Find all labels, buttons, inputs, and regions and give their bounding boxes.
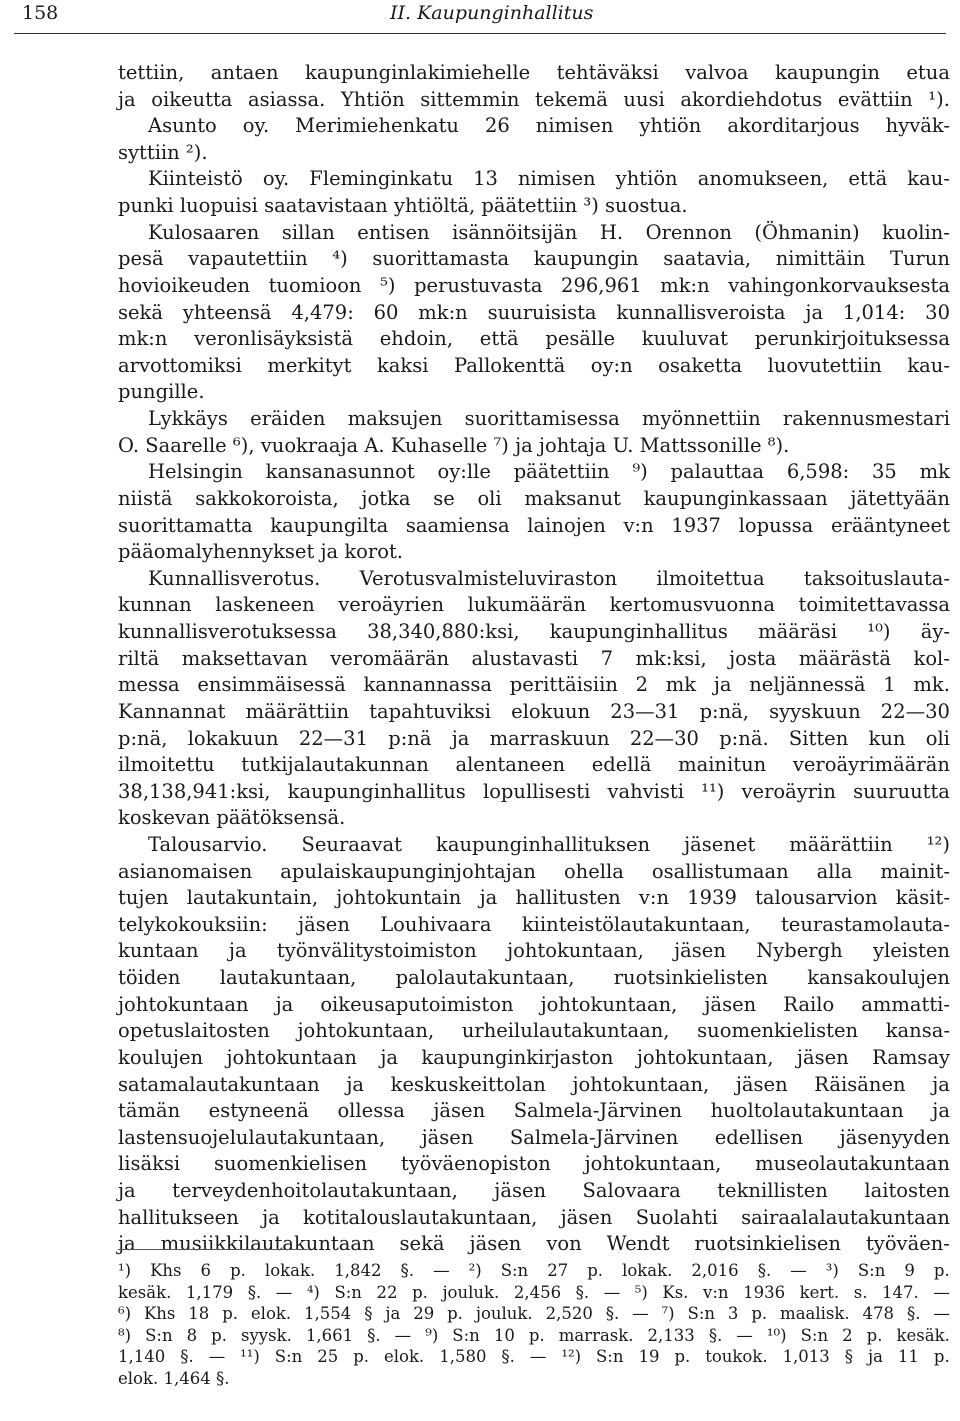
body-line: messa ensimmäisessä kannannassa perittäisiin 2 mk ja neljännessä 1 mk. xyxy=(118,673,950,697)
body-line: pesä vapautettiin ⁴) suorittamasta kaupungin saatavia, nimittäin Turun xyxy=(118,247,950,271)
body-line: Helsingin kansanasunnot oy:lle päätettiin ⁹) palauttaa 6,598: 35 mk xyxy=(148,460,950,484)
body-line: Kiinteistö oy. Fleminginkatu 13 nimisen yhtiön anomukseen, että kau- xyxy=(148,167,950,191)
footnote-rule xyxy=(118,1249,308,1250)
body-line: Lykkäys eräiden maksujen suorittamisessa myönnettiin rakennusmestari xyxy=(148,407,950,431)
body-line: pääomalyhennykset ja korot. xyxy=(118,540,403,564)
body-line: Asunto oy. Merimiehenkatu 26 nimisen yhtiön akorditarjous hyväk- xyxy=(148,114,950,138)
footnote-line: ⁸) S:n 8 p. syysk. 1,661 §. — ⁹) S:n 10 p. marrask. 2,133 §. — ¹⁰) S:n 2 p. kesäk. xyxy=(118,1325,950,1345)
body-line: telykokouksiin: jäsen Louhivaara kiinteistölautakuntaan, teurastamolauta- xyxy=(118,912,950,936)
running-title: II. Kaupunginhallitus xyxy=(390,2,594,24)
page-number: 158 xyxy=(22,2,59,24)
body-line: opetuslaitosten johtokuntaan, urheilulautakuntaan, suomenkielisten kansa- xyxy=(118,1019,950,1043)
body-line: ja musiikkilautakuntaan sekä jäsen von Wendt ruotsinkielisen työväen- xyxy=(118,1232,950,1256)
body-line: mk:n veronlisäyksistä ehdoin, että pesälle kuuluvat perunkirjoituksessa xyxy=(118,327,950,351)
body-line: lisäksi suomenkielisen työväenopiston johtokuntaan, museolautakuntaan xyxy=(118,1152,950,1176)
body-line: satamalautakuntaan ja keskuskeittolan johtokuntaan, jäsen Räisänen ja xyxy=(118,1072,950,1096)
body-line: hallitukseen ja kotitalouslautakuntaan, jäsen Suolahti sairaalalautakuntaan xyxy=(118,1205,950,1229)
body-line: Kunnallisverotus. Verotusvalmisteluviraston ilmoitettua taksoituslauta- xyxy=(148,566,950,590)
body-line: tämän estyneenä ollessa jäsen Salmela-Järvinen huoltolautakuntaan ja xyxy=(118,1099,950,1123)
body-line: 38,138,941:ksi, kaupunginhallitus lopullisesti vahvisti ¹¹) veroäyrin suuruutta xyxy=(118,779,950,803)
body-line: ja terveydenhoitolautakuntaan, jäsen Salovaara teknillisten laitosten xyxy=(118,1179,950,1203)
body-line: Kulosaaren sillan entisen isännöitsijän H. Orennon (Öhmanin) kuolin- xyxy=(148,220,950,244)
body-line: johtokuntaan ja oikeusaputoimiston johtokuntaan, jäsen Railo ammatti- xyxy=(118,992,950,1016)
body-line: kunnallisverotuksessa 38,340,880:ksi, kaupunginhallitus määräsi ¹⁰) äy- xyxy=(118,620,950,644)
body-line: töiden lautakuntaan, palolautakuntaan, ruotsinkielisten kansakoulujen xyxy=(118,966,950,990)
body-line: ilmoitettu tutkijalautakunnan alentaneen edellä mainitun veroäyrimäärän xyxy=(118,753,950,777)
body-line: ja oikeutta asiassa. Yhtiön sittemmin tekemä uusi akordiehdotus evättiin ¹). xyxy=(118,87,950,111)
footnote-line: ⁶) Khs 18 p. elok. 1,554 § ja 29 p. jouluk. 2,520 §. — ⁷) S:n 3 p. maalisk. 478 §. — xyxy=(118,1304,950,1323)
body-line: asianomaisen apulaiskaupunginjohtajan ohella osallistumaan alla mainit- xyxy=(118,859,950,883)
body-line: tujen lautakuntain, johtokuntain ja hallitusten v:n 1939 talousarvion käsit- xyxy=(118,886,950,910)
body-line: suorittamatta kaupungilta saamiensa lainojen v:n 1937 lopussa erääntyneet xyxy=(118,513,950,537)
body-line: kuntaan ja työnvälitystoimiston johtokuntaan, jäsen Nybergh yleisten xyxy=(118,939,950,963)
body-line: O. Saarelle ⁶), vuokraaja A. Kuhaselle ⁷) ja johtaja U. Mattssonille ⁸). xyxy=(118,433,790,457)
body-line: hovioikeuden tuomioon ⁵) perustuvasta 296,961 mk:n vahingonkorvauksesta xyxy=(118,273,950,297)
body-line: tettiin, antaen kaupunginlakimiehelle tehtäväksi valvoa kaupungin etua xyxy=(118,61,950,84)
body-line: punki luopuisi saatavistaan yhtiöltä, päätettiin ³) suostua. xyxy=(118,194,688,218)
body-line: pungille. xyxy=(118,380,205,404)
body-line: koskevan päätöksensä. xyxy=(118,806,346,830)
body-line: kunnan laskeneen veroäyrien lukumäärän kertomusvuonna toimitettavassa xyxy=(118,593,950,617)
body-line: Talousarvio. Seuraavat kaupunginhallituksen jäsenet määrättiin ¹²) xyxy=(148,832,950,856)
body-line: Kannannat määrättiin tapahtuviksi elokuun 23—31 p:nä, syyskuun 22—30 xyxy=(118,699,950,723)
body-line: p:nä, lokakuun 22—31 p:nä ja marraskuun 22—30 p:nä. Sitten kun oli xyxy=(118,726,950,750)
body-line: syttiin ²). xyxy=(118,140,208,164)
body-line: arvottomiksi merkityt kaksi Pallokenttä oy:n osaketta luovutettiin kau- xyxy=(118,353,950,377)
body-line: niistä sakkokoroista, jotka se oli maksanut kaupunginkassaan jätettyään xyxy=(118,486,950,510)
header-rule xyxy=(14,33,946,34)
footnote-line: ¹) Khs 6 p. lokak. 1,842 §. — ²) S:n 27 p. lokak. 2,016 §. — ³) S:n 9 p. xyxy=(118,1261,950,1280)
footnote-line: elok. 1,464 §. xyxy=(118,1368,230,1388)
body-line: lastensuojelulautakuntaan, jäsen Salmela-Järvinen edellisen jäsenyyden xyxy=(118,1125,950,1149)
footnote-line: kesäk. 1,179 §. — ⁴) S:n 22 p. jouluk. 2,456 §. — ⁵) Ks. v:n 1936 kert. s. 147. — xyxy=(118,1282,950,1302)
page-header xyxy=(14,0,950,28)
body-line: sekä yhteensä 4,479: 60 mk:n suuruisista kunnallisveroista ja 1,014: 30 xyxy=(118,300,950,324)
body-line: riltä maksettavan veromäärän alustavasti 7 mk:ksi, josta määrästä kol- xyxy=(118,646,950,670)
footnote-line: 1,140 §. — ¹¹) S:n 25 p. elok. 1,580 §. — ¹²) S:n 19 p. toukok. 1,013 § ja 11 p. xyxy=(118,1347,950,1366)
body-line: koulujen johtokuntaan ja kaupunginkirjaston johtokuntaan, jäsen Ramsay xyxy=(118,1045,950,1069)
